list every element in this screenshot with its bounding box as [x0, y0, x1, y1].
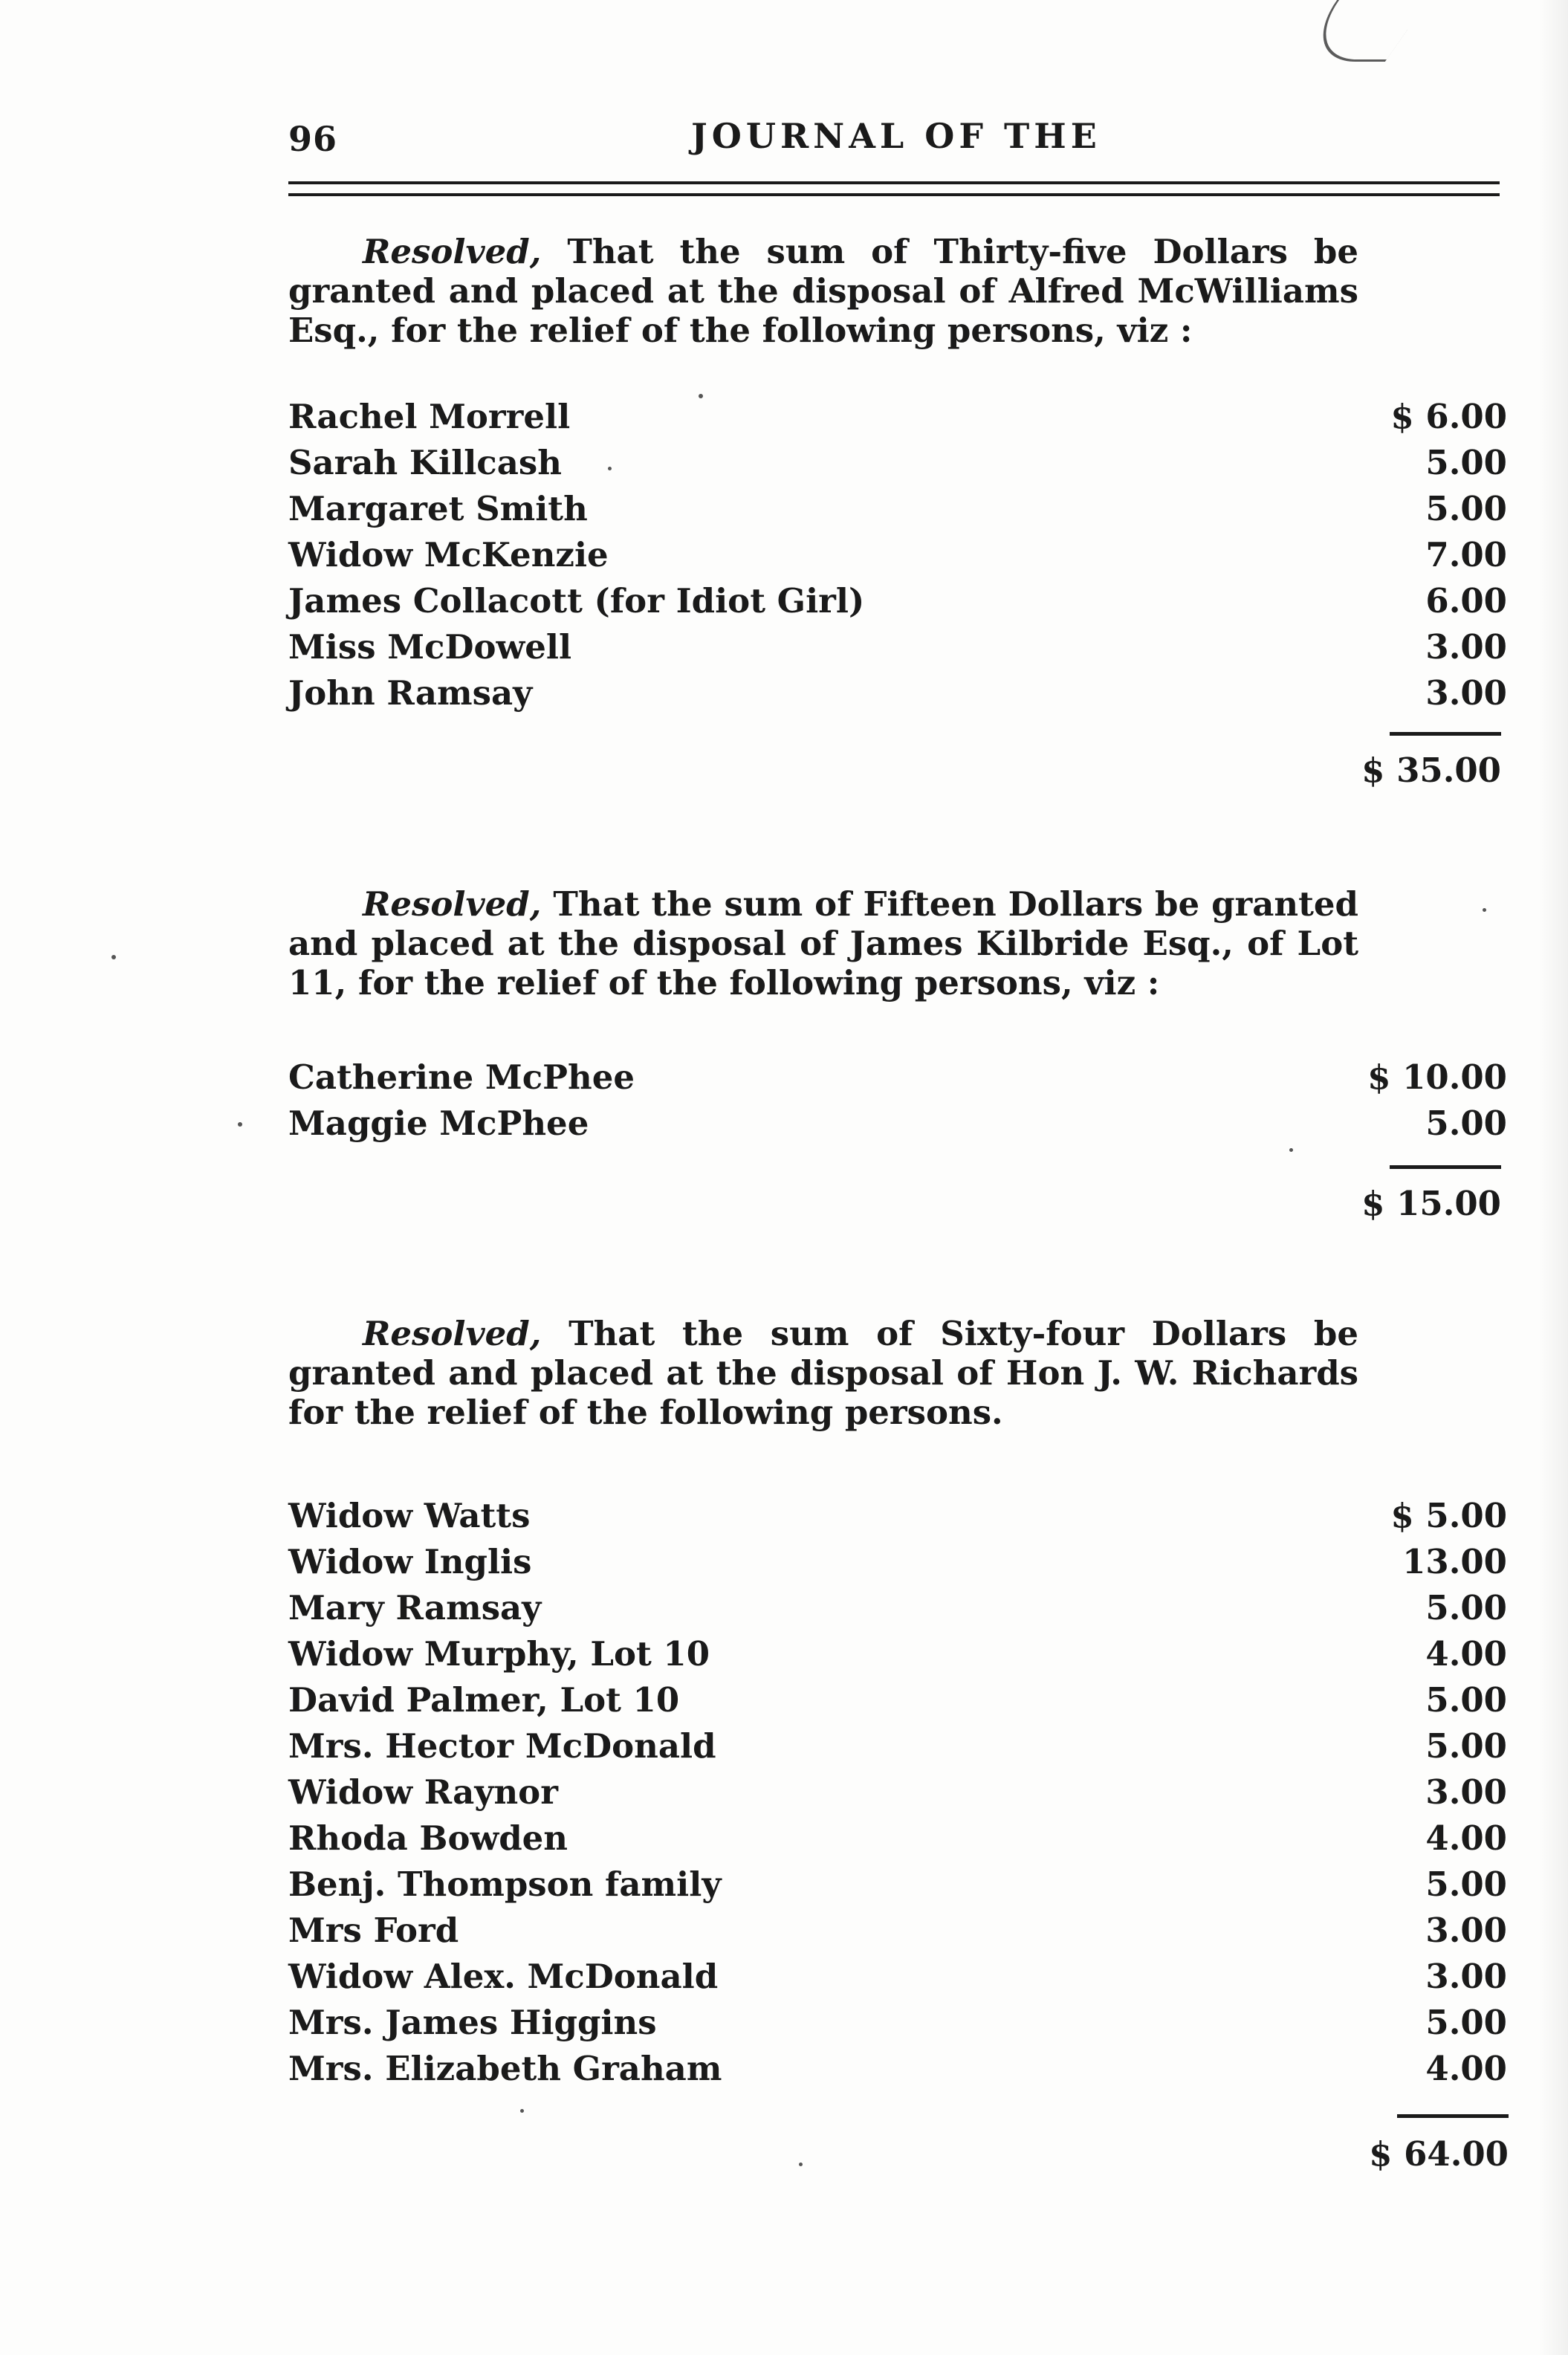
resolution-lead: Resolved, [363, 884, 542, 924]
resolution-text: That the sum of Sixty-four Dollars be granted and placed at the disposal of Hon J. W. Richards for the relief of the following persons. [288, 1314, 1358, 1432]
resolution-lead: Resolved, [363, 1314, 542, 1353]
resolution-paragraph [288, 884, 1358, 1002]
recipient-name: Rachel Morrell [288, 397, 571, 436]
scan-speck [1289, 1148, 1293, 1152]
resolution-text: That the sum of Fifteen Dollars be granted and placed at the disposal of James Kilbride Esq., of Lot 11, for the relief of the following persons, viz : [288, 884, 1359, 1002]
scan-speck [111, 955, 116, 959]
list-item [288, 443, 1507, 489]
list-item [288, 1680, 1507, 1726]
recipient-name: Miss McDowell [288, 627, 572, 667]
list-item [288, 489, 1507, 535]
recipient-name: Mrs. James Higgins [288, 2003, 657, 2042]
recipient-name: Mrs. Elizabeth Graham [288, 2049, 722, 2088]
grant-amount: 4.00 [1425, 1818, 1507, 1858]
list-item [288, 1772, 1507, 1818]
grant-amount: $ 6.00 [1390, 397, 1507, 436]
recipient-name: Mary Ramsay [288, 1588, 542, 1627]
grant-amount: 6.00 [1425, 581, 1507, 621]
scan-speck [1483, 908, 1486, 912]
list-item [288, 581, 1507, 627]
grant-amount: 4.00 [1425, 1634, 1507, 1674]
list-item [288, 1634, 1507, 1680]
grant-amount: 5.00 [1425, 1588, 1507, 1627]
recipient-name: Widow Watts [288, 1496, 531, 1535]
scan-speck [520, 2109, 524, 2113]
grant-amount: 5.00 [1425, 1865, 1507, 1904]
recipient-name: Widow Murphy, Lot 10 [288, 1634, 710, 1674]
sum-rule [1397, 2114, 1509, 2118]
page-edge-shadow [1538, 0, 1568, 2355]
entry-list [288, 1057, 1507, 1150]
list-item [288, 1726, 1507, 1772]
page-number: 96 [288, 119, 338, 159]
resolution-paragraph [288, 1314, 1358, 1432]
recipient-name: Mrs. Hector McDonald [288, 1726, 716, 1766]
list-item [288, 535, 1507, 581]
recipient-name: Widow Alex. McDonald [288, 1957, 719, 1996]
list-item [288, 1865, 1507, 1911]
resolution-paragraph [288, 232, 1358, 350]
recipient-name: James Collacott (for Idiot Girl) [288, 581, 865, 621]
recipient-name: Widow Inglis [288, 1542, 532, 1581]
recipient-name: John Ramsay [288, 673, 533, 713]
scan-speck [238, 1122, 242, 1127]
grant-amount: 7.00 [1425, 535, 1507, 574]
recipient-name: Rhoda Bowden [288, 1818, 568, 1858]
list-item [288, 1104, 1507, 1150]
list-item [288, 1588, 1507, 1634]
grant-amount: 5.00 [1425, 489, 1507, 528]
grant-amount: 3.00 [1425, 627, 1507, 667]
recipient-name: David Palmer, Lot 10 [288, 1680, 680, 1720]
resolution-total: $ 35.00 [1361, 751, 1501, 790]
list-item [288, 397, 1507, 443]
list-item [288, 1542, 1507, 1588]
grant-amount: 5.00 [1425, 1680, 1507, 1720]
list-item [288, 627, 1507, 673]
resolution-lead: Resolved, [363, 232, 542, 271]
recipient-name: Mrs Ford [288, 1911, 459, 1950]
grant-amount: 5.00 [1425, 1104, 1507, 1143]
recipient-name: Margaret Smith [288, 489, 588, 528]
resolution-total: $ 64.00 [1369, 2134, 1509, 2174]
scan-speck [699, 394, 703, 398]
list-item [288, 673, 1507, 719]
grant-amount: 3.00 [1425, 1911, 1507, 1950]
grant-amount: 5.00 [1425, 1726, 1507, 1766]
list-item [288, 2049, 1507, 2095]
running-head: JOURNAL OF THE [691, 116, 1101, 156]
resolution-total: $ 15.00 [1361, 1184, 1501, 1223]
recipient-name: Widow Raynor [288, 1772, 558, 1812]
grant-amount: 3.00 [1425, 1772, 1507, 1812]
grant-amount: 5.00 [1425, 2003, 1507, 2042]
recipient-name: Catherine McPhee [288, 1057, 635, 1097]
entry-list [288, 397, 1507, 719]
grant-amount: 5.00 [1425, 443, 1507, 482]
recipient-name: Maggie McPhee [288, 1104, 589, 1143]
header-double-rule [288, 181, 1500, 196]
page-curl-mark [1294, 0, 1428, 62]
resolution-text: That the sum of Thirty-five Dollars be granted and placed at the disposal of Alfred McWilliams Esq., for the relief of the following persons, viz : [288, 232, 1358, 350]
list-item [288, 2003, 1507, 2049]
list-item [288, 1496, 1507, 1542]
scan-speck [799, 2163, 803, 2166]
sum-rule [1390, 1165, 1501, 1169]
grant-amount: 4.00 [1425, 2049, 1507, 2088]
list-item [288, 1911, 1507, 1957]
grant-amount: 3.00 [1425, 673, 1507, 713]
grant-amount: $ 5.00 [1390, 1496, 1507, 1535]
sum-rule [1390, 732, 1501, 736]
list-item [288, 1818, 1507, 1865]
grant-amount: $ 10.00 [1367, 1057, 1507, 1097]
recipient-name: Sarah Killcash [288, 443, 562, 482]
list-item [288, 1057, 1507, 1104]
recipient-name: Widow McKenzie [288, 535, 609, 574]
entry-list [288, 1496, 1507, 2095]
grant-amount: 3.00 [1425, 1957, 1507, 1996]
recipient-name: Benj. Thompson family [288, 1865, 722, 1904]
grant-amount: 13.00 [1402, 1542, 1507, 1581]
scan-speck [608, 467, 612, 470]
list-item [288, 1957, 1507, 2003]
